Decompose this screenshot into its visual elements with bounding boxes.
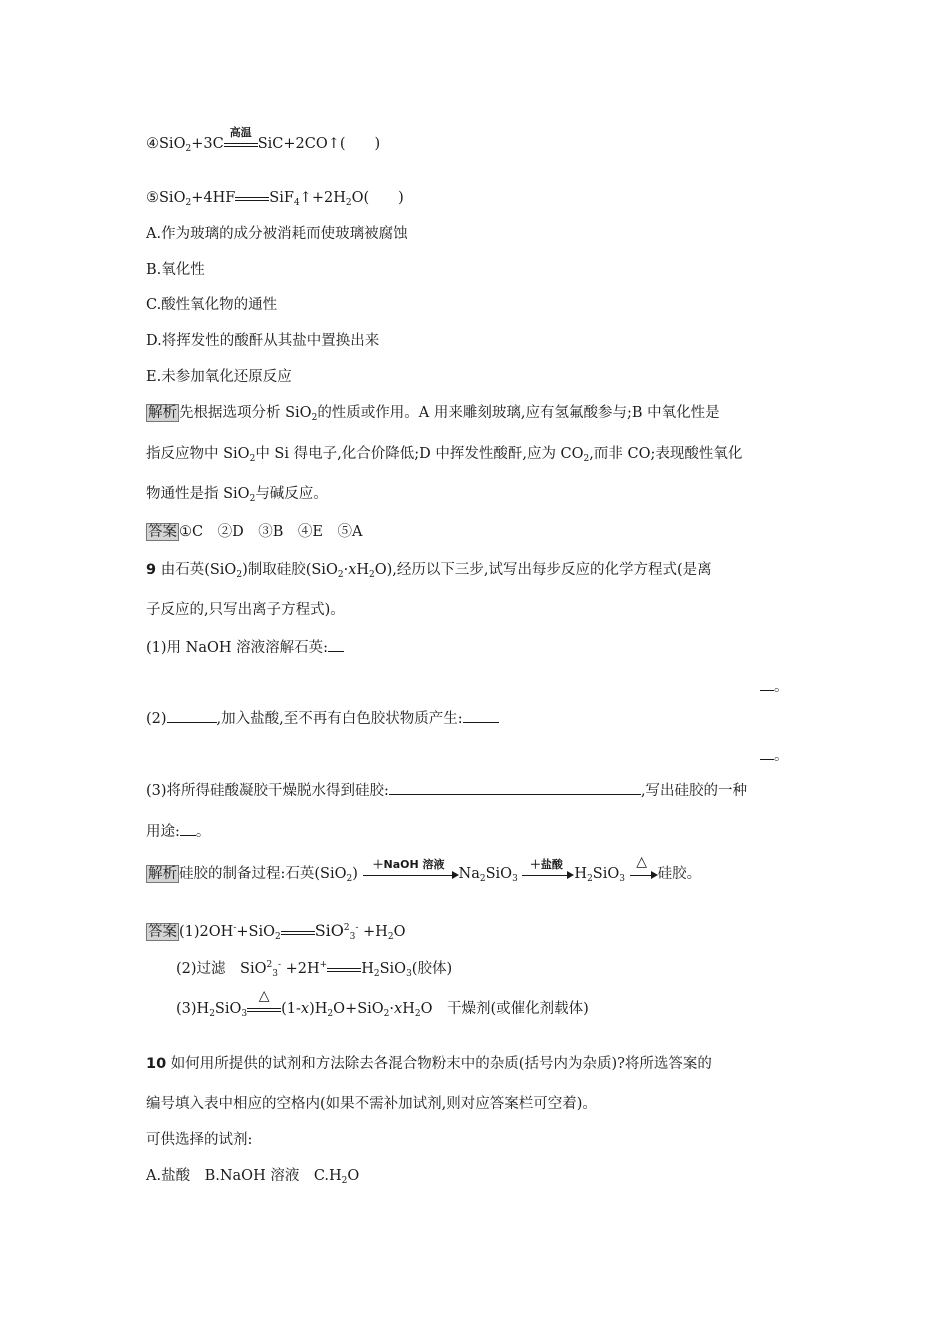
question-number: 10: [146, 1056, 167, 1072]
answer-tag: 答案: [148, 924, 177, 940]
equals-sign: [327, 962, 361, 976]
option-d: D.将挥发性的酸酐从其盐中置换出来: [146, 333, 380, 349]
reaction-arrow: △: [630, 867, 658, 881]
analysis-tag: 解析: [148, 866, 177, 882]
q8-item-5: ⑤SiO$_2$+4HF $SiF_4↑+2H_2O$( ): [146, 190, 404, 208]
equals-sign: 高温: [224, 137, 258, 151]
q9-part-2-end: 。: [760, 745, 789, 766]
option-c: C.酸性氧化物的通性: [146, 297, 278, 313]
question-number: 9: [146, 562, 157, 578]
q8-analysis-line-3: 物通性是指 SiO$_2$与碱反应。: [146, 486, 328, 504]
q8-analysis-line-2: 指反应物中 SiO$_2$中 Si 得电子,化合价降低;D 中挥发性酸酐,应为 $CO_2$,而非 CO;表现酸性氧化: [146, 446, 743, 464]
answer-blank[interactable]: [463, 708, 499, 723]
q9-answer-line-1: 答案 (1)2OH-+SiO$_2$ $SiO^2_3^- +H_2O$: [148, 921, 406, 942]
q8-answer: 答案 ①C ②D ③B ④E ⑤A: [148, 524, 363, 540]
q8-item-4: ④SiO$_2$+3C 高温 SiC+2CO↑( ): [146, 126, 381, 154]
q9-answer-line-2: (2)过滤 SiO$^2_3$- +2H+ $H_2SiO_3$(胶体): [176, 960, 453, 979]
reaction-arrow: ＋NaOH 溶液: [363, 867, 459, 881]
q10-stem-line-1: 10 如何用所提供的试剂和方法除去各混合物粉末中的杂质(括号内为杂质)?将所选答案的: [146, 1056, 712, 1072]
q9-answer-line-3: $(3)H_2SiO_3$ △ $(1-x)H_2O+SiO_2\cdot xH_2O$ 干燥剂(或催化剂载体): [176, 988, 589, 1019]
answer-blank[interactable]: [328, 637, 344, 652]
q9-stem-line-1: 9 由石英(SiO$_2$)制取硅胶$(SiO_2\cdot xH_2O)$,经历以下三步,试写出每步反应的化学方程式(是离: [146, 562, 712, 580]
option-a: A.作为玻璃的成分被消耗而使玻璃被腐蚀: [146, 226, 408, 242]
answer-blank[interactable]: [760, 745, 774, 760]
q9-part-1: (1)用 NaOH 溶液溶解石英:: [146, 637, 344, 658]
option-e: E.未参加氧化还原反应: [146, 369, 292, 385]
equals-sign: [235, 191, 269, 205]
q9-stem-line-2: 子反应的,只写出离子方程式)。: [146, 602, 345, 618]
q9-analysis: 解析 硅胶的制备过程:石英(SiO$_2$) ＋NaOH 溶液 $Na_2SiO_3$ ＋盐酸 $H_2SiO_3$ △ 硅胶。: [148, 854, 702, 884]
q9-part-3-use: 用途: 。: [146, 821, 210, 842]
answer-blank[interactable]: [167, 708, 217, 723]
option-b: B.氧化性: [146, 262, 205, 278]
answer-tag: 答案: [148, 524, 177, 540]
q10-reagents: A.盐酸 B.NaOH 溶液 $C.H_2O$: [146, 1168, 360, 1186]
answer-blank[interactable]: [389, 780, 641, 795]
answer-blank[interactable]: [760, 676, 774, 691]
q9-part-1-end: 。: [760, 676, 789, 697]
equals-sign: [281, 925, 315, 939]
equals-sign: △: [247, 1002, 281, 1016]
q8-analysis-line-1: 解析 先根据选项分析 SiO$_2$的性质或作用。A 用来雕刻玻璃,应有氢氟酸参与;B 中氧化性是: [148, 405, 720, 423]
answer-blank[interactable]: [180, 821, 196, 836]
analysis-tag: 解析: [148, 405, 177, 421]
q10-reagents-label: 可供选择的试剂:: [146, 1132, 253, 1148]
reaction-arrow: ＋盐酸: [522, 867, 574, 881]
q9-part-2: (2) ,加入盐酸,至不再有白色胶状物质产生:: [146, 708, 499, 729]
q10-stem-line-2: 编号填入表中相应的空格内(如果不需补加试剂,则对应答案栏可空着)。: [146, 1096, 597, 1112]
q9-part-3: (3)将所得硅酸凝胶干燥脱水得到硅胶: ,写出硅胶的一种: [146, 780, 747, 801]
